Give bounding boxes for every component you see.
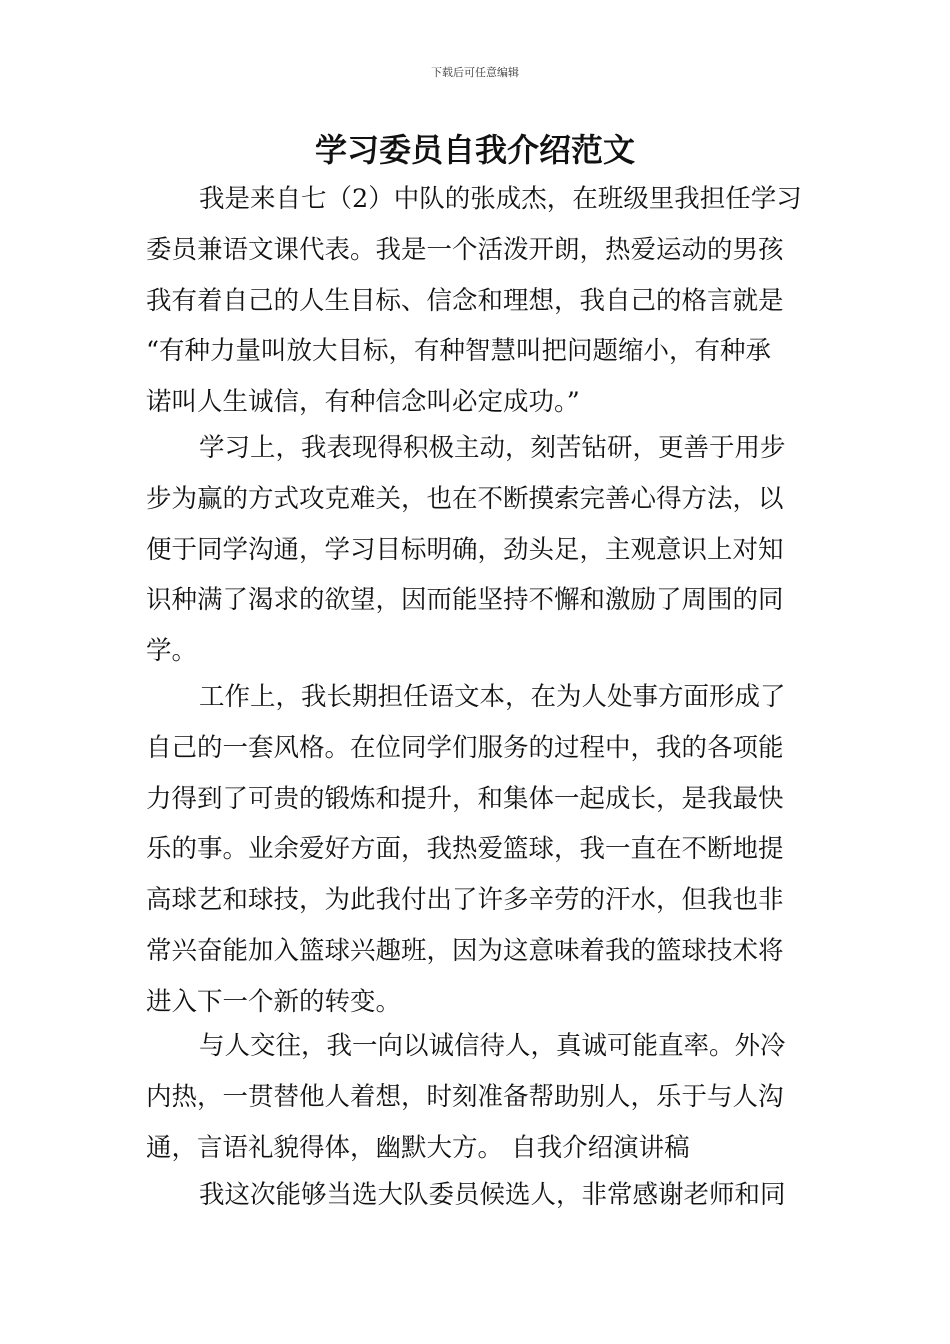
- paragraph-line: 我有着自己的人生目标、信念和理想，我自己的格言就是: [146, 285, 784, 316]
- paragraph-4: [146, 1021, 806, 1173]
- paragraph-line: 自己的一套风格。在位同学们服务的过程中，我的各项能: [146, 732, 784, 763]
- paragraph-line: 常兴奋能加入篮球兴趣班，因为这意味着我的篮球技术将: [146, 935, 784, 966]
- paragraph-line: 通，言语礼貌得体，幽默大方。 自我介绍演讲稿: [146, 1132, 690, 1163]
- paragraph-line: 步为赢的方式攻克难关，也在不断摸索完善心得方法，以: [146, 483, 784, 514]
- header-note: 下载后可任意编辑: [431, 66, 519, 79]
- paragraph-line: 委员兼语文课代表。我是一个活泼开朗，热爱运动的男孩: [146, 234, 784, 265]
- paragraph-line: 进入下一个新的转变。: [146, 986, 402, 1017]
- paragraph-1: [146, 174, 806, 428]
- paragraph-line: 与人交往，我一向以诚信待人，真诚可能直率。外冷: [199, 1031, 786, 1061]
- paragraph-line: 内热，一贯替他人着想，时刻准备帮助别人，乐于与人沟: [146, 1081, 784, 1112]
- paragraph-5: [146, 1170, 806, 1221]
- paragraph-2: [146, 423, 806, 677]
- paragraph-line: “有种力量叫放大目标，有种智慧叫把问题缩小，有种承: [146, 336, 772, 367]
- paragraph-line: 学习上，我表现得积极主动，刻苦钻研，更善于用步: [199, 433, 786, 463]
- paragraph-line: 工作上，我长期担任语文本，在为人处事方面形成了: [199, 682, 786, 712]
- paragraph-line: 我是来自七（2）中队的张成杰，在班级里我担任学习: [199, 184, 802, 214]
- paragraph-line: 识种满了渴求的欲望，因而能坚持不懈和激励了周围的同: [146, 585, 784, 616]
- document-title: 学习委员自我介绍范文: [314, 131, 635, 169]
- paragraph-line: 高球艺和球技，为此我付出了许多辛劳的汗水，但我也非: [146, 885, 784, 916]
- paragraph-3: [146, 672, 806, 1028]
- paragraph-line: 便于同学沟通，学习目标明确，劲头足，主观意识上对知: [146, 534, 784, 565]
- paragraph-line: 诺叫人生诚信，有种信念叫必定成功。”: [146, 387, 580, 418]
- paragraph-line: 学。: [146, 636, 198, 667]
- paragraph-line: 我这次能够当选大队委员候选人，非常感谢老师和同: [199, 1180, 786, 1210]
- paragraph-line: 乐的事。业余爱好方面，我热爱篮球，我一直在不断地提: [146, 834, 784, 865]
- paragraph-line: 力得到了可贵的锻炼和提升，和集体一起成长，是我最快: [146, 783, 784, 814]
